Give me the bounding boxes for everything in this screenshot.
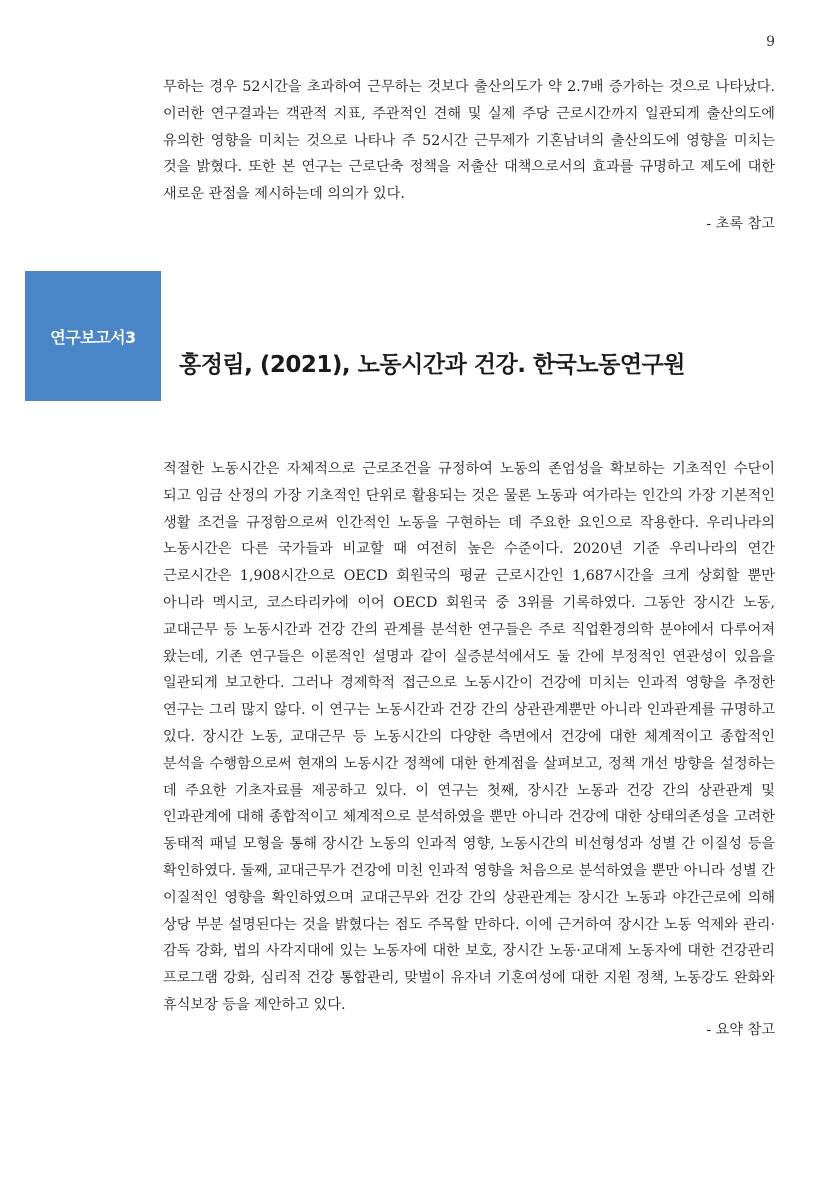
report-label-text: 연구보고서3 [50,327,136,347]
summary-paragraph: 적절한 노동시간은 자체적으로 근로조건을 규정하여 노동의 존엄성을 확보하는 기초적인 수단이 되고 임금 산정의 가장 기초적인 단위로 활용되는 것은 물론 노동과 여가라는 인간의 가장 기본적인 생활 조건을 규정함으로써 인간적인 노동을 구현하는 데 주요한 요인으로 작용한다. 우리나라의 노동시간은 다른 국가들과 비교할 때 여전히 높은 수준이다. 2020년 기준 우리나라의 연간 근로시간은 1,908시간으로 OECD 회원국의 평균 근로시간인 1,687시간을 크게 상회할 뿐만 아니라 멕시코, 코스타리카에 이어 OECD 회원국 중 3위를 기록하였다. 그동안 장시간 노동, 교대근무 등 노동시간과 건강 간의 관계를 분석한 연구들은 주로 직업환경의학 분야에서 다루어져 왔는데, 기존 연구들은 이론적인 설명과 같이 실증분석에서도 둘 간에 부정적인 연관성이 있음을 일관되게 보고한다. 그러나 경제학적 접근으로 노동시간이 건강에 미치는 인과적 영향을 추정한 연구는 그리 많지 않다. 이 연구는 노동시간과 건강 간의 상관관계뿐만 아니라 인과관계를 규명하고 있다. 장시간 노동, 교대근무 등 노동시간의 다양한 측면에서 건강에 대한 체계적이고 종합적인 분석을 수행함으로써 현재의 노동시간 정책에 대한 한계점을 살펴보고, 정책 개선 방향을 설정하는 데 주요한 기초자료를 제공하고 있다. 이 연구는 첫째, 장시간 노동과 건강 간의 상관관계 및 인과관계에 대해 종합적이고 체계적으로 분석하였을 뿐만 아니라 건강에 대한 상태의존성을 고려한 동태적 패널 모형을 통해 장시간 노동의 인과적 영향, 노동시간의 비선형성과 성별 간 이질성 등을 확인하였다. 둘째, 교대근무가 건강에 미친 인과적 영향을 처음으로 분석하였을 뿐만 아니라 성별 간 이질적인 영향을 확인하였으며 교대근무와 건강 간의 상관관계는 장시간 노동과 야간근로에 의해 상당 부분 설명된다는 것을 밝혔다는 점도 주목할 만하다. 이에 근거하여 장시간 노동 억제와 관리·감독 강화, 법의 사각지대에 있는 노동자에 대한 보호, 장시간 노동·교대제 노동자에 대한 건강관리 프로그램 강화, 심리적 건강 통합관리, 맞벌이 유자녀 기혼여성에 대한 지원 정책, 노동강도 완화와 휴식보장 등을 제안하고 있다. [163,461,775,1013]
abstract-source-note: - 초록 참고 [706,216,775,232]
summary-source-note: - 요약 참고 [706,1022,775,1038]
abstract-continuation-paragraph: 무하는 경우 52시간을 초과하여 근무하는 것보다 출산의도가 약 2.7배 증가하는 것으로 나타났다. 이러한 연구결과는 객관적 지표, 주관적인 견해 및 실제 주당 근로시간까지 일관되게 출산의도에 유의한 영향을 미치는 것으로 나타나 주 52시간 근무제가 기혼남녀의 출산의도에 영향을 미치는 것을 밝혔다. 또한 본 연구는 근로단축 정책을 저출산 대책으로서의 효과를 규명하고 제도에 대한 새로운 관점을 제시하는데 의의가 있다. [163,79,775,203]
report-heading: 홍정림, (2021), 노동시간과 건강. 한국노동연구원 [179,352,685,378]
page-number: 9 [766,34,775,50]
report-label-box [25,271,161,401]
